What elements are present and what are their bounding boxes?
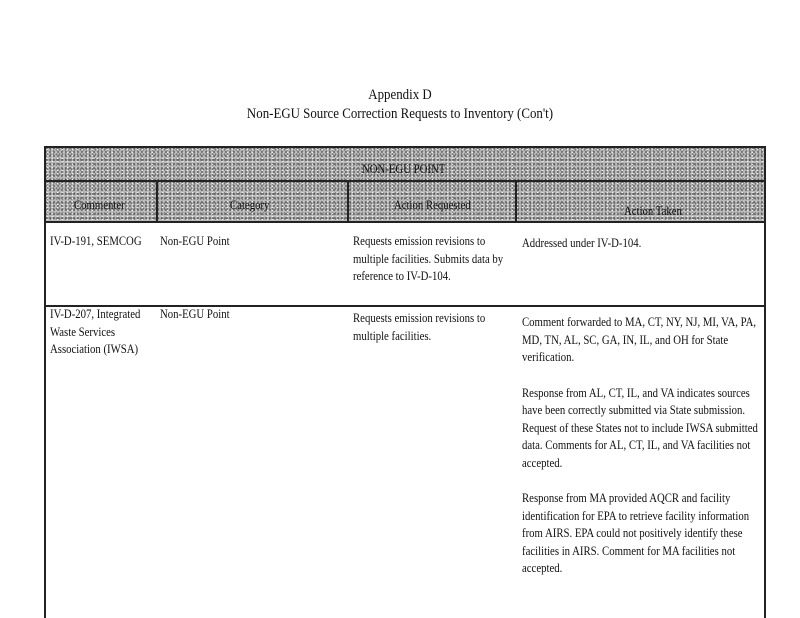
appendix-subtitle: Non-EGU Source Correction Requests to Inventory (Con't) (246, 106, 554, 122)
row2-category: Non-EGU Point (160, 307, 230, 321)
header-divider (44, 180, 766, 182)
row1-action-requested: Requests emission revisions to multiple facilities. Submits data by reference to IV-D-104. (353, 234, 504, 283)
header-bottom-border (44, 221, 766, 223)
corrections-table (44, 146, 766, 618)
row2-action-taken-para-1: Comment forwarded to MA, CT, NY, NJ, MI, VA, PA, MD, TN, AL, SC, GA, IN, IL, and OH for State verification. (522, 315, 757, 364)
table-right-border (764, 146, 766, 618)
row1-commenter: IV-D-191, SEMCOG (50, 234, 142, 248)
column-header-commenter: Commenter (74, 198, 125, 212)
row2-action-requested: Requests emission revisions to multiple facilities. (353, 311, 486, 343)
row1-action-taken-para-1: Addressed under IV-D-104. (522, 236, 642, 250)
row2-action-taken (522, 314, 759, 578)
group-header-label: NON-EGU POINT (362, 162, 446, 176)
table-top-border (44, 146, 766, 148)
header-col-divider-2 (347, 180, 349, 221)
row2-commenter: IV-D-207, Integrated Waste Services Association (IWSA) (50, 307, 141, 356)
header-col-divider-3 (515, 180, 517, 221)
table-left-border (44, 146, 46, 618)
row2-action-taken-para-3: Response from MA provided AQCR and facility identification for EPA to retrieve facility information from AIRS. EPA could not positively identify these facilities in AIRS. Comment for MA facilities not accepted. (522, 491, 750, 575)
document-title-block (56, 86, 744, 124)
column-header-action-taken: Action Taken (624, 204, 682, 218)
column-header-action-requested: Action Requested (394, 198, 471, 212)
row-divider (44, 305, 766, 307)
row1-category: Non-EGU Point (160, 234, 230, 248)
row2-action-taken-para-2: Response from AL, CT, IL, and VA indicates sources have been correctly submitted via State submission. Request of these States not to include IWSA submitted data. Comments for AL, CT, IL, and VA facilities not accepted. (522, 385, 758, 470)
header-col-divider-1 (156, 180, 158, 221)
row1-action-taken (522, 235, 754, 253)
column-header-category: Category (230, 198, 270, 212)
appendix-title: Appendix D (368, 87, 432, 103)
